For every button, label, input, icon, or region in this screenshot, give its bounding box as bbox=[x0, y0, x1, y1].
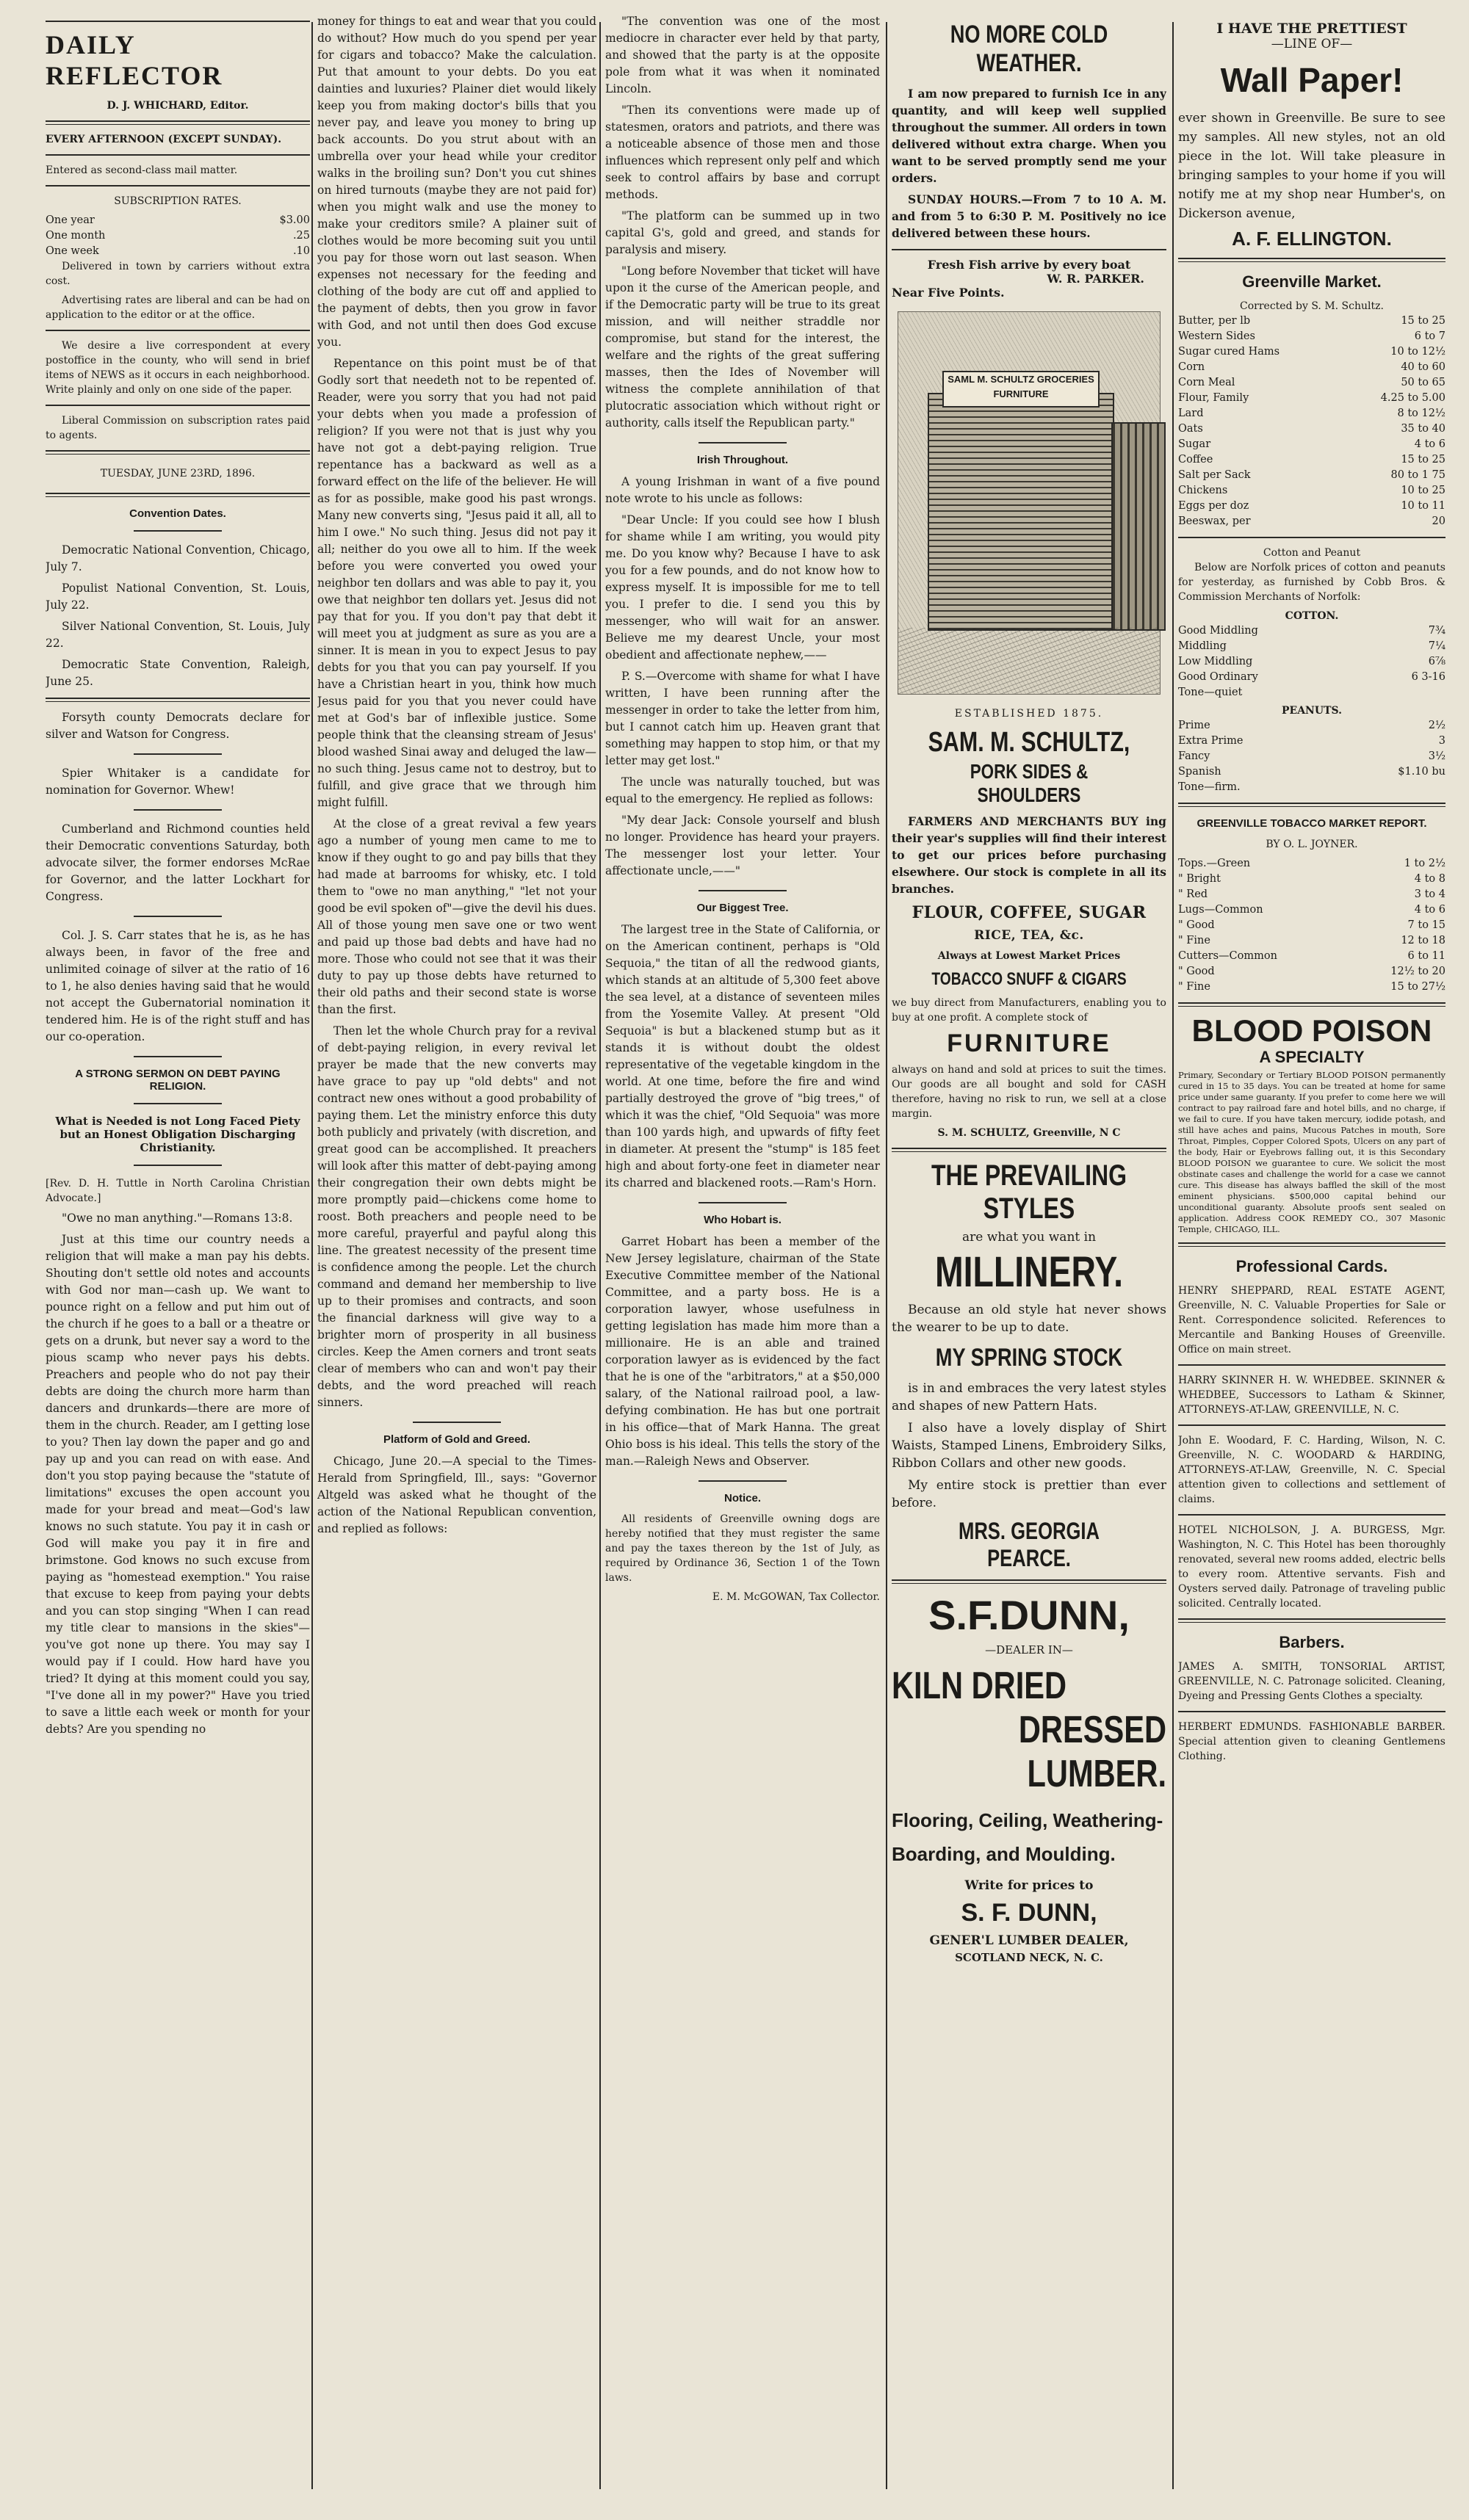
styles-subline: are what you want in bbox=[961, 1230, 1097, 1245]
price-item: Good Middling bbox=[1178, 625, 1258, 637]
schultz-tobacco: TOBACCO SNUFF & CIGARS bbox=[931, 969, 1127, 989]
sermon-body: Repentance on this point must be of that Godly sort that needeth not to be repented of. Reader, were you sorry that you had not paid your debts when you made a profession of religion? If you were not that is just why you have not got a debt-paying religion. True repentance has a backward as well as a forward effect on the life of the believer. He will as for as possible, make good his past wrongs. Many new converts sing, "Jesus paid it all, all to him I owe." No such thing. Jesus did not pay it all; neither do you owe all to him. If the week before you were converted you owed your neighbor ten dollars and was able to pay it, you owe that neighbor ten dollars yet. Jesus did not pay that for you. If you don't pay that debt it will meet you at judgment as sure as you are a sinner. It is mean in you to expect Jesus to pay debts for you that you can pay yourself. If you have a Christian heart in you, think how much Jesus paid for you that you never could have met at God's bar of inflexible justice. Some people think that the cleansing stream of Jesus' blood washed Sinai away and deluged the law—no such thing. Jesus came not to destroy, but to fulfill, and give grace that we through him might fulfill. bbox=[317, 357, 596, 809]
schultz-prices: Always at Lowest Market Prices bbox=[937, 950, 1121, 962]
price-value: 1 to 2½ bbox=[1404, 858, 1445, 869]
price-item: Middling bbox=[1178, 640, 1227, 652]
price-item: Beeswax, per bbox=[1178, 515, 1251, 527]
news-item: Col. J. S. Carr states that he is, as he has always been, in favor of the free and unlimited coinage of silver at the ratio of 16 to 1, he also denies having said that he would not accept the Gubernatorial nomination it tendered him. He is of the right stuff and has our co-operation. bbox=[46, 929, 310, 1043]
price-value: 15 to 25 bbox=[1401, 315, 1445, 327]
prettier-note: My entire stock is prettier than ever before. bbox=[892, 1478, 1166, 1510]
price-row bbox=[1178, 918, 1445, 933]
price-item: Flour, Family bbox=[1178, 392, 1249, 404]
column-rule bbox=[311, 22, 313, 2489]
price-item: Good Ordinary bbox=[1178, 671, 1258, 683]
price-value: 3 bbox=[1438, 735, 1445, 747]
platform-body: Chicago, June 20.—A special to the Times-Herald from Springfield, Ill., says: "Governor Altgeld was asked what he thought of the action of the National Republican convention, and replied as follows: bbox=[317, 1455, 596, 1535]
price-value: 4 to 6 bbox=[1414, 904, 1445, 916]
irish-body: P. S.—Overcome with shame for what I have written, I have been running after the messenger in order to take the letter from him, but I cannot catch him up. Heaven grant that something may happen to stop him, or that my letter may get lost." bbox=[605, 670, 880, 767]
tree-title: Our Biggest Tree. bbox=[696, 902, 789, 914]
fish-ad: Fresh Fish arrive by every boat bbox=[927, 258, 1131, 272]
price-value: $1.10 bu bbox=[1398, 766, 1445, 778]
wallpaper-line: —LINE OF— bbox=[1271, 37, 1353, 51]
price-row bbox=[1178, 375, 1445, 391]
sermon-quote: "Owe no man anything."—Romans 13:8. bbox=[62, 1212, 293, 1225]
price-value: 10 to 25 bbox=[1401, 485, 1445, 496]
notice-signature: E. M. McGOWAN, Tax Collector. bbox=[712, 1591, 880, 1603]
price-row bbox=[1178, 499, 1445, 514]
store-building bbox=[928, 393, 1114, 631]
price-item: Tone—quiet bbox=[1178, 687, 1243, 698]
card-smith: JAMES A. SMITH, TONSORIAL ARTIST, GREENVILLE, N. C. Patronage solicited. Cleaning, Dyeing and Pressing Gents Clothes a specialty. bbox=[1178, 1661, 1445, 1702]
price-item: Tone—firm. bbox=[1178, 781, 1241, 793]
rate-row: One month .25 bbox=[46, 230, 310, 242]
price-value: 4.25 to 5.00 bbox=[1380, 392, 1445, 404]
dressed-lumber: DRESSED LUMBER. bbox=[1018, 1709, 1166, 1795]
barbers-title: Barbers. bbox=[1279, 1633, 1345, 1651]
schultz-signature: S. M. SCHULTZ, Greenville, N C bbox=[937, 1127, 1121, 1139]
sermon-body: Then let the whole Church pray for a revival of debt-paying religion, in every revival let prayer be made that the new converts may have grace to pay up "old debts" and not contract new ones without a good probability of paying them. Let the ministry enforce this duty both publicly and privately (with discretion, and great good can be accomplished. It preachers will look after this matter of debt-paying among their congregation their own debts might be more promptly paid—chickens come home to roost. Both preachers and people need to be more careful, prayerful and payful along this line. The greatest necessity of the present time is confidence among the people. Let the church command and demand her membership to live up to their promises and contracts, and soon the financial darkness will give way to a brighter morn of prosperity in all business circles. Keep the Amen corners and tront seats clear of members who can and won't pay their debts, and the word preached will reach sinners. bbox=[317, 1024, 596, 1409]
store-wing bbox=[1111, 422, 1166, 631]
price-item: " Fine bbox=[1178, 935, 1210, 946]
commission-note: Liberal Commission on subscription rates paid to agents. bbox=[46, 415, 310, 441]
price-row bbox=[1178, 964, 1445, 980]
convention-item: Democratic State Convention, Raleigh, June 25. bbox=[46, 658, 310, 688]
card-edmunds: HERBERT EDMUNDS. FASHIONABLE BARBER. Special attention given to cleaning Gentlemens Clothing. bbox=[1178, 1721, 1445, 1762]
price-row bbox=[1178, 780, 1445, 795]
ice-hours: SUNDAY HOURS.—From 7 to 10 A. M. and from 5 to 6:30 P. M. Positively no ice delivered between these hours. bbox=[892, 192, 1166, 240]
price-item: Western Sides bbox=[1178, 330, 1255, 342]
rate-row: One week .10 bbox=[46, 245, 310, 257]
irish-body: "My dear Jack: Console yourself and blush no longer. Providence has heard your prayers. The messenger lost your letter. Your affectionate uncle,——" bbox=[605, 814, 880, 877]
price-row bbox=[1178, 329, 1445, 344]
blood-subhead: A SPECIALTY bbox=[1259, 1048, 1365, 1066]
wallpaper-top: I HAVE THE PRETTIEST bbox=[1216, 21, 1407, 37]
professional-cards bbox=[1178, 1283, 1445, 1611]
price-value: 50 to 65 bbox=[1401, 377, 1445, 388]
price-row bbox=[1178, 902, 1445, 918]
sermon-body: money for things to eat and wear that you could do without? How much do you spend per year for cigars and tobacco? Make the calculation. Put that amount to your debts. Do you eat dainties and luxuries? Plainer diet would likely keep you from making doctor's bills that you never pay, and leave you money to bring up back accounts. Do you strut about with an umbrella over your head while your creditor walks in the broiling sun? Don't you cut shines on hired turnouts (maybe they are not paid for) when you might walk and use the money to make your creditors smile? A plainer suit of clothes would be more becoming suit you until you pay for those worn out last season. When expenses not necessary for the feeding and clothing of the body are cut off and applied to the payment of debts, then you grow in favor with God, and not until then does God excuse you. bbox=[317, 15, 596, 349]
schultz-name: SAM. M. SCHULTZ, bbox=[928, 727, 1130, 758]
price-value: 6 to 7 bbox=[1414, 330, 1445, 342]
price-value: 15 to 25 bbox=[1401, 454, 1445, 466]
lumber-goods: Flooring, Ceiling, Weathering-Boarding, and Moulding. bbox=[892, 1809, 1163, 1865]
price-row bbox=[1178, 391, 1445, 406]
store-sign: SAML M. SCHULTZ GROCERIES FURNITURE bbox=[942, 371, 1100, 408]
ice-body: I am now prepared to furnish Ice in any quantity, and will keep well supplied throughout the summer. All orders in town delivered without extra charge. When you want to be served promptly send me your orders. bbox=[892, 87, 1166, 185]
price-value: 12½ to 20 bbox=[1390, 966, 1445, 977]
irish-body: The uncle was naturally touched, but was equal to the emergency. He replied as follows: bbox=[605, 775, 880, 805]
convention-item: Democratic National Convention, Chicago, July 7. bbox=[46, 543, 310, 573]
price-item: Sugar cured Hams bbox=[1178, 346, 1280, 358]
furniture-heading: FURNITURE bbox=[947, 1029, 1111, 1057]
column-rule bbox=[599, 22, 601, 2489]
furniture-body: always on hand and sold at prices to suit the times. Our goods are all bought and sold for CASH therefore, having no risk to run, we sell at a close margin. bbox=[892, 1064, 1166, 1120]
price-item: Sugar bbox=[1178, 438, 1211, 450]
price-value: 35 to 40 bbox=[1401, 423, 1445, 435]
price-row bbox=[1178, 483, 1445, 499]
millinery-body: Because an old style hat never shows the wearer to be up to date. bbox=[892, 1303, 1166, 1335]
professional-title: Professional Cards. bbox=[1235, 1257, 1388, 1275]
news-item: Spier Whitaker is a candidate for nomination for Governor. Whew! bbox=[46, 767, 310, 797]
column-5 bbox=[1178, 13, 1445, 2502]
price-value: 2½ bbox=[1428, 720, 1445, 731]
millinery-heading: MILLINERY. bbox=[934, 1248, 1124, 1296]
platform-title: Platform of Gold and Greed. bbox=[383, 1433, 531, 1446]
price-value: 7¾ bbox=[1428, 625, 1445, 637]
editor-line: D. J. WHICHARD, Editor. bbox=[107, 100, 249, 112]
dunn-location: SCOTLAND NECK, N. C. bbox=[955, 1951, 1103, 1964]
news-item: Cumberland and Richmond counties held their Democratic conventions Saturday, both advocate silver, the former endorses McRae for Governor, and the latter Lockhart for Congress. bbox=[46, 822, 310, 903]
correspondent-note: We desire a live correspondent at every postoffice in the county, who will send in brief items of NEWS as it occurs in each neighborhood. Write plainly and only on one side of the paper. bbox=[46, 340, 310, 396]
schultz-goods-2: RICE, TEA, &c. bbox=[974, 928, 1084, 943]
peanut-table bbox=[1178, 718, 1445, 795]
price-value: 15 to 27½ bbox=[1390, 981, 1445, 993]
price-row bbox=[1178, 933, 1445, 949]
dunn-dealer: —DEALER IN— bbox=[985, 1643, 1073, 1657]
sermon-attribution: [Rev. D. H. Tuttle in North Carolina Christian Advocate.] bbox=[46, 1178, 310, 1204]
price-item: " Good bbox=[1178, 966, 1215, 977]
schedule: EVERY AFTERNOON (EXCEPT SUNDAY). bbox=[46, 134, 282, 145]
card-skinner: HARRY SKINNER H. W. WHEDBEE. SKINNER & WHEDBEE, Successors to Latham & Skinner, ATTORNEYS-AT-LAW, GREENVILLE, N. C. bbox=[1178, 1375, 1445, 1416]
cotton-title: Cotton and Peanut bbox=[1263, 547, 1361, 559]
wallpaper-body: ever shown in Greenville. Be sure to see my samples. All new styles, not an old piece in the lot. Will take pleasure in bringing samples to your home if you will notify me at my shop near Humber's, on Dickerson avenue, bbox=[1178, 111, 1445, 221]
price-item: Coffee bbox=[1178, 454, 1213, 466]
price-value: 6⅞ bbox=[1428, 656, 1445, 667]
price-row bbox=[1178, 749, 1445, 764]
convention-item: Populist National Convention, St. Louis, July 22. bbox=[46, 582, 310, 612]
schultz-body: FARMERS AND MERCHANTS BUY ing their year's supplies will find their interest to get our prices before purchasing elsewhere. Our stock is complete in all its branches. bbox=[892, 814, 1166, 896]
tobacco-byline: BY O. L. JOYNER. bbox=[1266, 839, 1358, 850]
price-value: 20 bbox=[1432, 515, 1445, 527]
price-row bbox=[1178, 980, 1445, 995]
tobacco-table bbox=[1178, 856, 1445, 995]
price-item: Eggs per doz bbox=[1178, 500, 1249, 512]
tree-body: The largest tree in the State of California, or on the American continent, perhaps is "Old Sequoia," the titan of all the redwood giants, which stands at an altitude of 5,300 feet above the sea level, at a distance of seventeen miles from the Yosemite Valley. At present "Old Sequoia" is but a blackened stump but as it stands it is without doubt the oldest representative of the vegetable kingdom in the world. At one time, before the fire and wind partially destroyed the grove of "big trees," of which it was the chief, "Old Sequoia" was more than 100 yards high, and upwards of fifty feet in diameter. At present the "stump" is 185 feet high and about forty-one feet in diameter near its charred and blackened roots.—Ram's Horn. bbox=[605, 923, 880, 1190]
column-2 bbox=[317, 13, 596, 2502]
altgeld-body: "The platform can be summed up in two capital G's, gold and greed, and stands for paralysis and misery. bbox=[605, 209, 880, 256]
entered-notice: Entered as second-class mail matter. bbox=[46, 164, 238, 176]
notice-title: Notice. bbox=[723, 1492, 761, 1505]
irish-body: "Dear Uncle: If you could see how I blush for shame while I am writing, you would pity me. Do you know why? Because I have to ask you for a few pounds, and do not know how to express myself. It is impossible for me to tell you. I prefer to die. I send you this by messenger, who will wait for an answer. Believe me my dearest Uncle, your most obedient and affectionate nephew,—— bbox=[605, 513, 880, 662]
irish-body: A young Irishman in want of a five pound note wrote to his uncle as follows: bbox=[605, 475, 880, 505]
price-value: 40 to 60 bbox=[1401, 361, 1445, 373]
price-item: Oats bbox=[1178, 423, 1203, 435]
cotton-intro: Below are Norfolk prices of cotton and peanuts for yesterday, as furnished by Cobb Bros. & Commission Merchants of Norfolk: bbox=[1178, 562, 1445, 603]
altgeld-body: "Long before November that ticket will have upon it the curse of the American people, and if the Democratic party will be true to its great mission, and will neither straddle nor compromise, but stand for the interest, the welfare and the rights of the great suffering masses, then the Ides of November will witness the complete annihilation of that plutocratic association which without right or authority, calls itself the Republican party." bbox=[605, 264, 880, 430]
price-item: Cutters—Common bbox=[1178, 950, 1277, 962]
cotton-label: COTTON. bbox=[1285, 610, 1339, 622]
price-row bbox=[1178, 734, 1445, 749]
notice-body: All residents of Greenville owning dogs are hereby notified that they must register the same and pay the taxes thereon by the 1st of July, as required by Ordinance 36, Section 1 of the Town laws. bbox=[605, 1513, 880, 1584]
street-shading bbox=[898, 628, 1160, 694]
price-row bbox=[1178, 452, 1445, 468]
schultz-body-2: we buy direct from Manufacturers, enabling you to buy at one profit. A complete stock of bbox=[892, 997, 1166, 1024]
price-value: 7¼ bbox=[1428, 640, 1445, 652]
cotton-table bbox=[1178, 623, 1445, 700]
sermon-body: At the close of a great revival a few years ago a number of young men came to me to know if they ought to go and pay bills that they had made at barrooms for whisky, etc. I told them to "owe no man anything," "let not your good be evil spoken of"—give the devil his dues. All of those young men save one or two went and paid up those bad debts and have had no more. Those who could not see that it was their duty to pay up those debts have returned to their old paths and their second state is worse than the first. bbox=[317, 817, 596, 1016]
tobacco-title: GREENVILLE TOBACCO MARKET REPORT. bbox=[1197, 817, 1427, 830]
price-item: Lugs—Common bbox=[1178, 904, 1263, 916]
price-row bbox=[1178, 360, 1445, 375]
price-row bbox=[1178, 639, 1445, 654]
wallpaper-headline: Wall Paper! bbox=[1220, 61, 1404, 99]
price-row bbox=[1178, 685, 1445, 700]
price-row bbox=[1178, 764, 1445, 780]
price-row bbox=[1178, 421, 1445, 437]
price-row bbox=[1178, 314, 1445, 329]
price-row bbox=[1178, 949, 1445, 964]
dunn-name: S.F.DUNN, bbox=[928, 1592, 1130, 1638]
price-row bbox=[1178, 872, 1445, 887]
pearce-signature: MRS. GEORGIA PEARCE. bbox=[958, 1518, 1100, 1571]
price-value: 6 3-16 bbox=[1411, 671, 1445, 683]
price-item: Lard bbox=[1178, 408, 1204, 419]
store-illustration bbox=[898, 311, 1161, 695]
price-row bbox=[1178, 670, 1445, 685]
price-item: Butter, per lb bbox=[1178, 315, 1251, 327]
price-item: " Bright bbox=[1178, 873, 1221, 885]
column-1 bbox=[46, 13, 310, 2502]
column-4 bbox=[892, 13, 1166, 2502]
altgeld-body: "The convention was one of the most mediocre in character ever held by that party, and showed that the party is at the opposite pole from what it was when it nominated Lincoln. bbox=[605, 15, 880, 95]
price-row bbox=[1178, 887, 1445, 902]
sermon-title: A STRONG SERMON ON DEBT PAYING RELIGION. bbox=[75, 1068, 281, 1093]
kiln-dried: KILN DRIED bbox=[892, 1665, 1067, 1707]
sermon-subtitle: What is Needed is not Long Faced Piety but an Honest Obligation Discharging Christianity. bbox=[55, 1115, 300, 1154]
price-item: " Good bbox=[1178, 919, 1215, 931]
blood-body: Primary, Secondary or Tertiary BLOOD POISON permanently cured in 15 to 35 days. You can be treated at home for same price under same guaranty. If you prefer to come here we will contract to pay railroad fare and hotel bills, and no charge, if we fail to cure. If you have taken mercury, iodide potash, and still have aches and pains, Mucous Patches in mouth, Sore Throat, Pimples, Copper Colored Spots, Ulcers on any part of the body, Hair or Eyebrows falling out, it is this Secondary BLOOD POISON we guarantee to cure. We solicit the most obstinate cases and challenge the world for a case we cannot cure. This disease has always baffled the skill of the most eminent physicians. $500,000 capital behind our unconditional guaranty. Absolute proofs sent sealed on application. Address COOK REMEDY CO., 307 Masonic Temple, CHICAGO, ILL. bbox=[1178, 1070, 1445, 1234]
fish-location: Near Five Points. bbox=[892, 286, 1005, 300]
price-value: 3 to 4 bbox=[1414, 888, 1445, 900]
schultz-subhead: PORK SIDES & SHOULDERS bbox=[970, 760, 1089, 806]
card-woodard: John E. Woodard, F. C. Harding, Wilson, N. C. Greenville, N. C. WOODARD & HARDING, ATTORNEYS-AT-LAW, Greenville, N. C. Special attention given to collections and settlement of claims. bbox=[1178, 1435, 1445, 1505]
price-item: Corn Meal bbox=[1178, 377, 1235, 388]
price-item: Low Middling bbox=[1178, 656, 1253, 667]
column-3 bbox=[605, 13, 880, 2502]
price-item: Prime bbox=[1178, 720, 1210, 731]
price-row bbox=[1178, 468, 1445, 483]
altgeld-body: "Then its conventions were made up of statesmen, orators and patriots, and there was a noticeable absence of those men and those influences which represent only pelf and which seek to control affairs by base and corrupt methods. bbox=[605, 104, 880, 201]
spring-stock: MY SPRING STOCK bbox=[935, 1344, 1123, 1372]
price-value: 80 to 1 75 bbox=[1390, 469, 1445, 481]
irish-title: Irish Throughout. bbox=[696, 454, 789, 466]
issue-date: TUESDAY, JUNE 23RD, 1896. bbox=[100, 468, 256, 479]
price-item: Corn bbox=[1178, 361, 1205, 373]
barber-cards bbox=[1178, 1659, 1445, 1764]
price-row bbox=[1178, 623, 1445, 639]
price-item: " Red bbox=[1178, 888, 1208, 900]
sermon-body: Just at this time our country needs a religion that will make a man pay his debts. Shouting don't settle old notes and accounts with God nor man—cash up. We want to pounce right on a fellow and put him out of the church if he goes to a ball or a theatre or gets on a drunk, but never say a word to the pious scamp who never pays his debts. Preachers and people who do not pay their debts are doing the church more harm than dancers and drunkards—there are more of them in the church. Reader, am I getting lose to you? Then lay down the paper and go and pay up and you can read on with ease. And don't you stop paying because the "statute of limitations" excuses the open account you made for your bread and meat—God's law knows no such statute. You pay it in cash or God will make you pay it in fire and brimstone. God knows no such excuse from paying as "homestead exemption." You raise that excuse to keep from paying your debts and you can stop singing "When I can read my title clear to mansions in the skies"—you've got none up there. You may say I would pay if I could. How hard have you tried? It dying at this moment could you say, "I've done all in my power?" Have you tried to save a little each week or month for your debts? Are you spending no bbox=[46, 1233, 310, 1736]
price-value: 8 to 12½ bbox=[1397, 408, 1445, 419]
price-item: Tops.—Green bbox=[1178, 858, 1251, 869]
styles-headline: THE PREVAILING STYLES bbox=[931, 1159, 1127, 1225]
price-value: 4 to 6 bbox=[1414, 438, 1445, 450]
price-item: Fancy bbox=[1178, 750, 1210, 762]
masthead: DAILY REFLECTOR bbox=[46, 30, 223, 90]
delivery-note: Delivered in town by carriers without extra cost. bbox=[46, 261, 310, 287]
price-row bbox=[1178, 718, 1445, 734]
price-value: 10 to 11 bbox=[1401, 500, 1445, 512]
price-value: 6 to 11 bbox=[1407, 950, 1445, 962]
dunn-title: GENER'L LUMBER DEALER, bbox=[929, 1933, 1129, 1948]
schultz-goods: FLOUR, COFFEE, SUGAR bbox=[912, 903, 1147, 922]
price-value: 3½ bbox=[1428, 750, 1445, 762]
price-value: 10 to 12½ bbox=[1390, 346, 1445, 358]
price-row bbox=[1178, 344, 1445, 360]
price-value: 12 to 18 bbox=[1401, 935, 1445, 946]
market-title: Greenville Market. bbox=[1242, 272, 1382, 291]
rate-row: One year $3.00 bbox=[46, 214, 310, 226]
price-row bbox=[1178, 514, 1445, 529]
peanuts-label: PEANUTS. bbox=[1282, 705, 1342, 717]
conventions-title: Convention Dates. bbox=[129, 507, 226, 520]
advertising-note: Advertising rates are liberal and can be had on application to the editor or at the office. bbox=[46, 294, 310, 321]
price-row bbox=[1178, 437, 1445, 452]
ice-headline: NO MORE COLD WEATHER. bbox=[950, 21, 1108, 77]
price-item: Salt per Sack bbox=[1178, 469, 1251, 481]
card-sheppard: HENRY SHEPPARD, REAL ESTATE AGENT, Greenville, N. C. Valuable Properties for Sale or Rent. Correspondence solicited. References to Mercantile and Banking Houses of Greenville. Office on main street. bbox=[1178, 1285, 1445, 1355]
price-item: Chickens bbox=[1178, 485, 1228, 496]
price-row bbox=[1178, 654, 1445, 670]
dunn-name-2: S. F. DUNN, bbox=[961, 1899, 1097, 1927]
market-byline: Corrected by S. M. Schultz. bbox=[1240, 300, 1384, 312]
hobart-body: Garret Hobart has been a member of the New Jersey legislature, chairman of the State Executive Committee member of the National Committee, and a party boss. He is a corporation lawyer, whose usefulness in getting legislation has made him more than a millionaire. He is an able and trained corporation lawyer as is evidenced by the fact that he is one of the "arbitrators," at a $50,000 salary, of the National railroad pool, a law-defying combination. He has but one portrait in his office—that of Mark Hanna. The great Ohio boss is his ideal. This tells the story of the man.—Raleigh News and Observer. bbox=[605, 1235, 880, 1468]
price-value: 4 to 8 bbox=[1414, 873, 1445, 885]
newspaper-page bbox=[35, 13, 1445, 2502]
price-row bbox=[1178, 406, 1445, 421]
price-item: " Fine bbox=[1178, 981, 1210, 993]
wallpaper-signature: A. F. ELLINGTON. bbox=[1232, 228, 1392, 250]
convention-item: Silver National Convention, St. Louis, July 22. bbox=[46, 620, 310, 650]
subscription-title: SUBSCRIPTION RATES. bbox=[114, 195, 242, 207]
hobart-title: Who Hobart is. bbox=[704, 1214, 782, 1226]
established-line: ESTABLISHED 1875. bbox=[954, 708, 1104, 720]
card-nicholson: HOTEL NICHOLSON, J. A. BURGESS, Mgr. Washington, N. C. This Hotel has been thoroughly renovated, several new rooms added, electric bells to every room. Attentive servants. Fish and Oysters served daily. Patronage of traveling public solicited. Centrally located. bbox=[1178, 1524, 1445, 1610]
spring-body: is in and embraces the very latest styles and shapes of new Pattern Hats. bbox=[892, 1381, 1166, 1413]
market-table bbox=[1178, 314, 1445, 529]
price-value: 7 to 15 bbox=[1407, 919, 1445, 931]
column-rule bbox=[1172, 22, 1174, 2489]
column-rule bbox=[886, 22, 887, 2489]
news-item: Forsyth county Democrats declare for silver and Watson for Congress. bbox=[46, 711, 310, 741]
fish-name: W. R. PARKER. bbox=[1047, 272, 1144, 286]
display-body: I also have a lovely display of Shirt Waists, Stamped Linens, Embroidery Silks, Ribbon Collars and other new goods. bbox=[892, 1421, 1166, 1471]
dunn-write: Write for prices to bbox=[964, 1878, 1094, 1893]
price-item: Spanish bbox=[1178, 766, 1221, 778]
price-item: Extra Prime bbox=[1178, 735, 1244, 747]
blood-headline: BLOOD POISON bbox=[1191, 1013, 1432, 1048]
price-row bbox=[1178, 856, 1445, 872]
